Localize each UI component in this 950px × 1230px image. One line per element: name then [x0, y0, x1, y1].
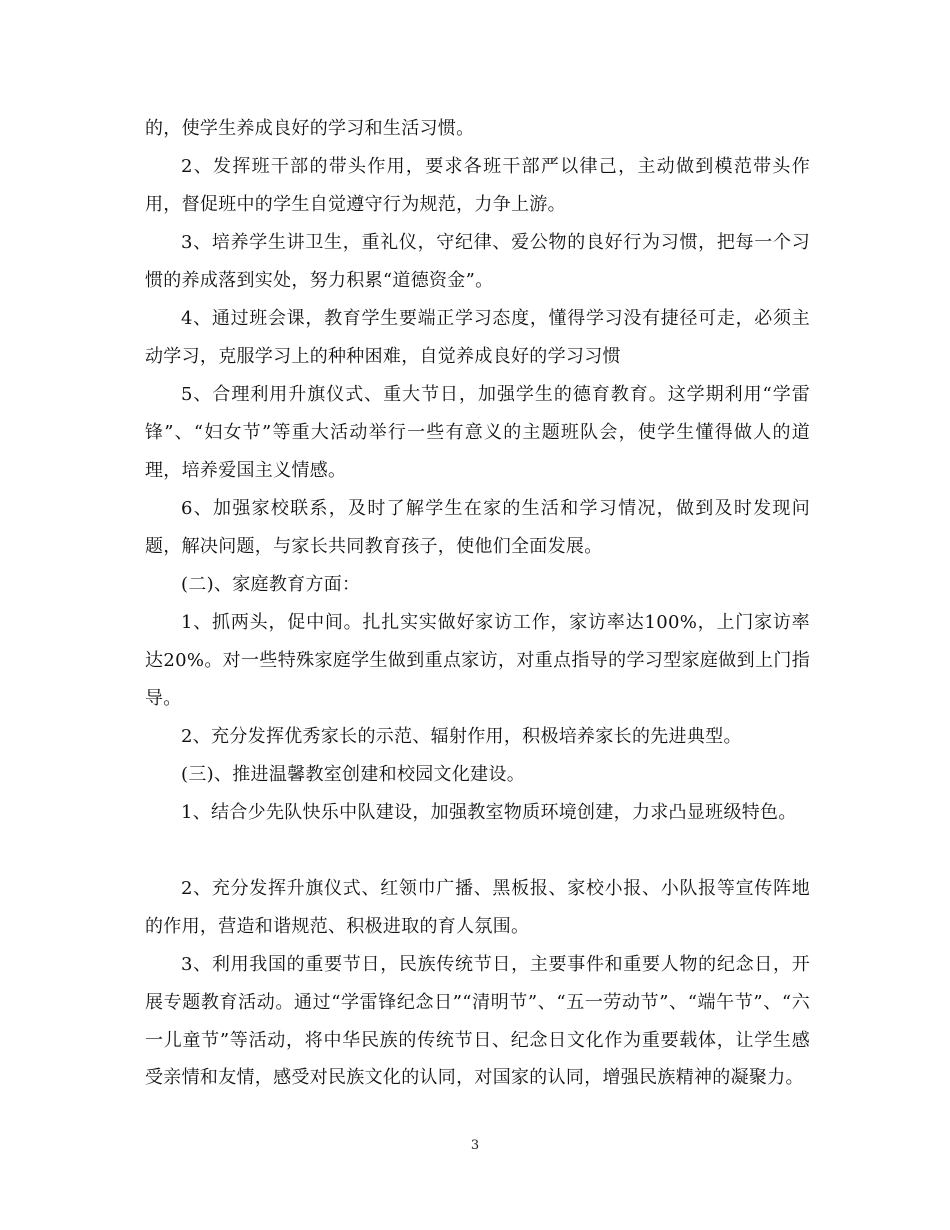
- paragraph-item-4: 4、通过班会课，教育学生要端正学习态度，懂得学习没有捷径可走，必须主动学习，克服学习上的种种困难，自觉养成良好的学习习惯: [145, 308, 810, 367]
- section-heading-classroom-culture: (三)、推进温馨教室创建和校园文化建设。: [181, 764, 526, 785]
- paragraph-family-item-1: 1、抓两头，促中间。扎扎实实做好家访工作，家访率达100%，上门家访率达20%。对一些特殊家庭学生做到重点家访，对重点指导的学习型家庭做到上门指导。: [145, 612, 810, 709]
- paragraph-item-3: 3、培养学生讲卫生，重礼仪，守纪律、爱公物的良好行为习惯，把每一个习惯的养成落到实处，努力积累“道德资金”。: [145, 232, 810, 291]
- paragraph-item-5: 5、合理利用升旗仪式、重大节日，加强学生的德育教育。这学期利用“学雷锋”、“妇女节”等重大活动举行一些有意义的主题班队会，使学生懂得做人的道理，培养爱国主义情感。: [145, 384, 810, 481]
- page-number: 3: [470, 1138, 480, 1153]
- paragraph-culture-item-3: 3、利用我国的重要节日，民族传统节日，主要事件和重要人物的纪念日，开展专题教育活动。通过“学雷锋纪念日”“清明节”、“五一劳动节”、“端午节”、“六一儿童节”等活动，将中华民族的传统节日、纪念日文化作为重要载体，让学生感受亲情和友情，感受对民族文化的认同，对国家的认同，增强民族精神的凝聚力。: [145, 954, 810, 1089]
- paragraph-family-item-2: 2、充分发挥优秀家长的示范、辐射作用，积极培养家长的先进典型。: [181, 726, 742, 747]
- paragraph-culture-item-2: 2、充分发挥升旗仪式、红领巾广播、黑板报、家校小报、小队报等宣传阵地的作用，营造和谐规范、积极进取的育人氛围。: [145, 878, 810, 937]
- section-heading-family-education: (二)、家庭教育方面：: [181, 574, 361, 595]
- paragraph-continuation: 的，使学生养成良好的学习和生活习惯。: [145, 118, 475, 139]
- paragraph-culture-item-1: 1、结合少先队快乐中队建设，加强教室物质环境创建，力求凸显班级特色。: [181, 802, 797, 823]
- paragraph-item-2: 2、发挥班干部的带头作用，要求各班干部严以律己，主动做到模范带头作用，督促班中的学生自觉遵守行为规范，力争上游。: [145, 156, 810, 215]
- paragraph-item-6: 6、加强家校联系，及时了解学生在家的生活和学习情况，做到及时发现问题，解决问题，与家长共同教育孩子，使他们全面发展。: [145, 498, 810, 557]
